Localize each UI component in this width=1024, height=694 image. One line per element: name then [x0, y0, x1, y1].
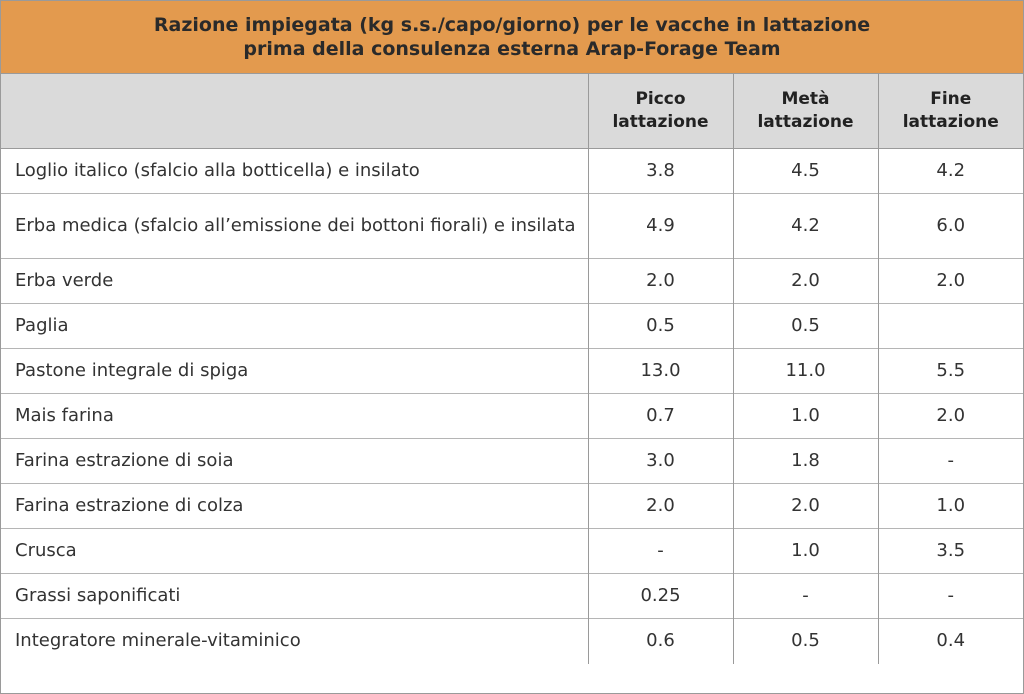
- late-value-cell: 6.0: [878, 194, 1023, 259]
- late-value-cell: -: [878, 574, 1023, 619]
- table-row: [1, 194, 1023, 259]
- header-feed-column: [1, 74, 588, 149]
- header-peak-lactation: Picco lattazione: [588, 74, 733, 149]
- table-row: [1, 484, 1023, 529]
- feed-name-cell: Paglia: [1, 304, 588, 349]
- peak-value-cell: 3.0: [588, 439, 733, 484]
- late-value-cell: 4.2: [878, 149, 1023, 194]
- mid-value-cell: 0.5: [733, 304, 878, 349]
- feed-name-cell: Pastone integrale di spiga: [1, 349, 588, 394]
- late-value-cell: 2.0: [878, 259, 1023, 304]
- table-title: [1, 1, 1023, 74]
- mid-value-cell: 11.0: [733, 349, 878, 394]
- late-value-cell: 2.0: [878, 394, 1023, 439]
- mid-value-cell: -: [733, 574, 878, 619]
- peak-value-cell: 13.0: [588, 349, 733, 394]
- late-value-cell: 1.0: [878, 484, 1023, 529]
- peak-value-cell: 0.5: [588, 304, 733, 349]
- ration-table: [1, 74, 1023, 664]
- table-row: [1, 349, 1023, 394]
- feed-name-cell: Integratore minerale-vitaminico: [1, 619, 588, 664]
- mid-value-cell: 2.0: [733, 259, 878, 304]
- mid-value-cell: 1.0: [733, 529, 878, 574]
- late-value-cell: 3.5: [878, 529, 1023, 574]
- mid-value-cell: 2.0: [733, 484, 878, 529]
- feed-name-cell: Grassi saponificati: [1, 574, 588, 619]
- table-row: [1, 149, 1023, 194]
- table-header-row: [1, 74, 1023, 149]
- mid-value-cell: 1.0: [733, 394, 878, 439]
- feed-name-cell: Crusca: [1, 529, 588, 574]
- feed-name-cell: Erba verde: [1, 259, 588, 304]
- header-mid-lactation: Metà lattazione: [733, 74, 878, 149]
- table-row: [1, 619, 1023, 664]
- peak-value-cell: 3.8: [588, 149, 733, 194]
- mid-value-cell: 4.2: [733, 194, 878, 259]
- peak-value-cell: 2.0: [588, 259, 733, 304]
- table-row: [1, 394, 1023, 439]
- header-late-lactation: Fine lattazione: [878, 74, 1023, 149]
- feed-name-cell: Farina estrazione di colza: [1, 484, 588, 529]
- mid-value-cell: 1.8: [733, 439, 878, 484]
- peak-value-cell: 0.6: [588, 619, 733, 664]
- late-value-cell: [878, 304, 1023, 349]
- table-title-line-1: Razione impiegata (kg s.s./capo/giorno) per le vacche in lattazione: [153, 14, 871, 36]
- table-row: [1, 574, 1023, 619]
- table-title-line-2: prima della consulenza esterna Arap-Forage Team: [243, 38, 781, 60]
- peak-value-cell: 4.9: [588, 194, 733, 259]
- peak-value-cell: 2.0: [588, 484, 733, 529]
- peak-value-cell: 0.25: [588, 574, 733, 619]
- table-row: [1, 259, 1023, 304]
- feed-name-cell: Loglio italico (sfalcio alla botticella) e insilato: [15, 160, 420, 181]
- mid-value-cell: 0.5: [733, 619, 878, 664]
- feed-name-cell: Mais farina: [1, 394, 588, 439]
- feed-name-cell: Farina estrazione di soia: [1, 439, 588, 484]
- late-value-cell: 5.5: [878, 349, 1023, 394]
- peak-value-cell: -: [588, 529, 733, 574]
- table-row: [1, 529, 1023, 574]
- late-value-cell: -: [878, 439, 1023, 484]
- feed-name-cell: Erba medica (sfalcio all’emissione dei bottoni fiorali) e insilata: [1, 194, 588, 259]
- table-row: [1, 439, 1023, 484]
- peak-value-cell: 0.7: [588, 394, 733, 439]
- mid-value-cell: 4.5: [733, 149, 878, 194]
- table-row: [1, 304, 1023, 349]
- late-value-cell: 0.4: [878, 619, 1023, 664]
